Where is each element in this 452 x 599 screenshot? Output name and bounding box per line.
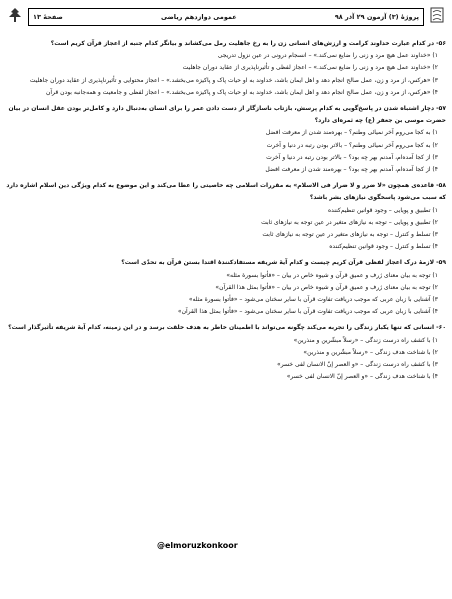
option-2[interactable]: ۲) با شناخت هدف زندگی – «رسلاً مبشّرین و منذرین» xyxy=(303,348,438,356)
question-text: ۵۸- قاعده‌ی همچون «لا ضرر و لا ضرار فی الاسلام» به مقررات اسلامی چه خاصیتی را عطا می‌کند و این موضوع به کدام ویژگی دین اسلام اشاره دارد که سبب می‌شود پاسخگوی نیازهای بشر باشد؟ xyxy=(6,182,446,202)
option-1[interactable]: ۱) «خداوند عمل هیچ مرد و زنی را ضایع نمی‌کند.» – انسجام درونی در عین نزول تدریجی xyxy=(217,52,438,60)
option-4[interactable]: ۴) «هرکس، از مرد و زن، عمل صالح انجام دهد و اهل ایمان باشد، خداوند به او حیات پاک و پاکیزه می‌بخشد.» – اعجاز لفظی و جامعیت و همه‌جانبه بودن قرآن xyxy=(45,88,438,96)
option-1[interactable]: ۱) به کجا می‌روم آخر نمیائی وطنم؟ – بهره‌مند شدن از معرفت افضل xyxy=(265,129,438,137)
option-1[interactable]: ۱) توجه به بیان معنای ژرف و عمیق قرآن و شیوه خاص در بیان – «فأتوا بسورة مثله» xyxy=(226,271,438,279)
option-3[interactable]: ۳) از کجا آمده‌ام، آمدنم بهر چه بود؟ – بالاتر بودن رتبه در دنیا و آخرت xyxy=(266,153,438,161)
option-4[interactable]: ۴) تسلط و کنترل – وجود قوانین تنظیم‌کننده xyxy=(329,243,438,251)
option-4[interactable]: ۴) از کجا آمده‌ام، آمدنم بهر چه بود؟ – بهره‌مند شدن از معرفت افضل xyxy=(265,166,438,174)
page-header xyxy=(6,6,446,26)
option-3[interactable]: ۳) تسلط و کنترل – توجه به نیازهای متغیر در عین توجه به نیازهای ثابت xyxy=(262,231,438,239)
question-60 xyxy=(6,322,446,383)
page-number: صفحهٔ ۱۳ xyxy=(33,13,63,21)
emblem-icon xyxy=(428,6,446,24)
question-59 xyxy=(6,257,446,318)
question-text: ۵۹- لازمهٔ درک اعجاز لفظی قرآن کریم چیست و کدام آیهٔ شریفه مستفادکنندهٔ اقتدا بستن قرآن به تحدّی است؟ xyxy=(121,259,446,267)
option-2[interactable]: ۲) توجه به بیان معنای ژرف و عمیق قرآن و شیوه خاص در بیان – «فأتوا بمثل هذا القرآن» xyxy=(215,283,438,291)
question-text: ۶۰- انسانی که تنها یکبار زندگی را تجربه می‌کند چگونه می‌تواند با اطمینان خاطر به هدف خلقت برسد و در این زمینه، کدام آیهٔ شریفه تأثیرگذار است؟ xyxy=(8,324,446,332)
option-3[interactable]: ۳) آشنایی با زبان عربی که موجب دریافت تفاوت قرآن با سایر سخنان می‌شود – «فأتوا بسورة مثله» xyxy=(188,296,438,304)
question-56 xyxy=(6,38,446,99)
watermark-handle: @elmoruzkonkoor xyxy=(154,540,241,551)
exam-project-label: پروژهٔ (۳) آزمون ۲۹ آذر ۹۸ xyxy=(334,13,419,21)
option-2[interactable]: ۲) به کجا می‌روم آخر نمیائی وطنم؟ – بالاتر بودن رتبه در دنیا و آخرت xyxy=(266,141,438,149)
option-1[interactable]: ۱) تطبیق و پویایی – وجود قوانین تنظیم‌کننده xyxy=(327,206,438,214)
logo-icon xyxy=(6,6,24,24)
option-3[interactable]: ۳) «هرکس، از مرد و زن، عمل صالح انجام دهد و اهل ایمان باشد، خداوند به او حیات پاک و پاکیزه می‌بخشد.» – اعجاز محتوایی و تأثیرناپذیری از عقاید دوران جاهلیت xyxy=(29,76,438,84)
option-3[interactable]: ۳) با کشف راه درست زندگی – «و العصر إنّ الانسان لفی خسر» xyxy=(277,361,438,369)
question-57 xyxy=(6,103,446,176)
question-58 xyxy=(6,180,446,253)
option-4[interactable]: ۴) با شناخت هدف زندگی – «و العصر إنّ الانسان لفی خسر» xyxy=(286,373,438,381)
question-text: ۵۶- در کدام عبارت خداوند کرامت و ارزش‌های انسانی زن را به رخ جاهلیت رمل می‌کشاند و بیانگر کدام جنبه از اعجاز قرآن کریم است؟ xyxy=(50,40,446,47)
questions-container xyxy=(6,38,446,383)
option-1[interactable]: ۱) با کشف راه درست زندگی – «رسلاً مبشّرین و منذرین» xyxy=(293,336,438,344)
exam-title: عمومی دوازدهم ریاضی xyxy=(160,13,237,21)
option-4[interactable]: ۴) آشنایی با زبان عربی که موجب دریافت تفاوت قرآن با سایر سخنان می‌شود – «فأتوا بمثل هذا القرآن» xyxy=(177,308,438,316)
option-2[interactable]: ۲) «خداوند عمل هیچ مرد و زنی را ضایع نمی‌کند.» – اعجاز لفظی و تأثیرناپذیری از عقاید دوران جاهلیت xyxy=(182,64,438,72)
header-bar xyxy=(28,8,424,26)
option-2[interactable]: ۲) تطبیق و پویایی – توجه به نیازهای متغیر در عین توجه به نیازهای ثابت xyxy=(261,218,438,226)
question-text: ۵۷- دچار اشتباه شدن در پاسخ‌گویی به کدام پرسش، بازتاب ناسازگار از دست دادن عمر را برای انسان به‌دنبال دارد و کامل‌تر بودن عقل انسان در بیان حضرت موسی بن جعفر (ع) چه ثمره‌ای دارد؟ xyxy=(8,105,446,125)
